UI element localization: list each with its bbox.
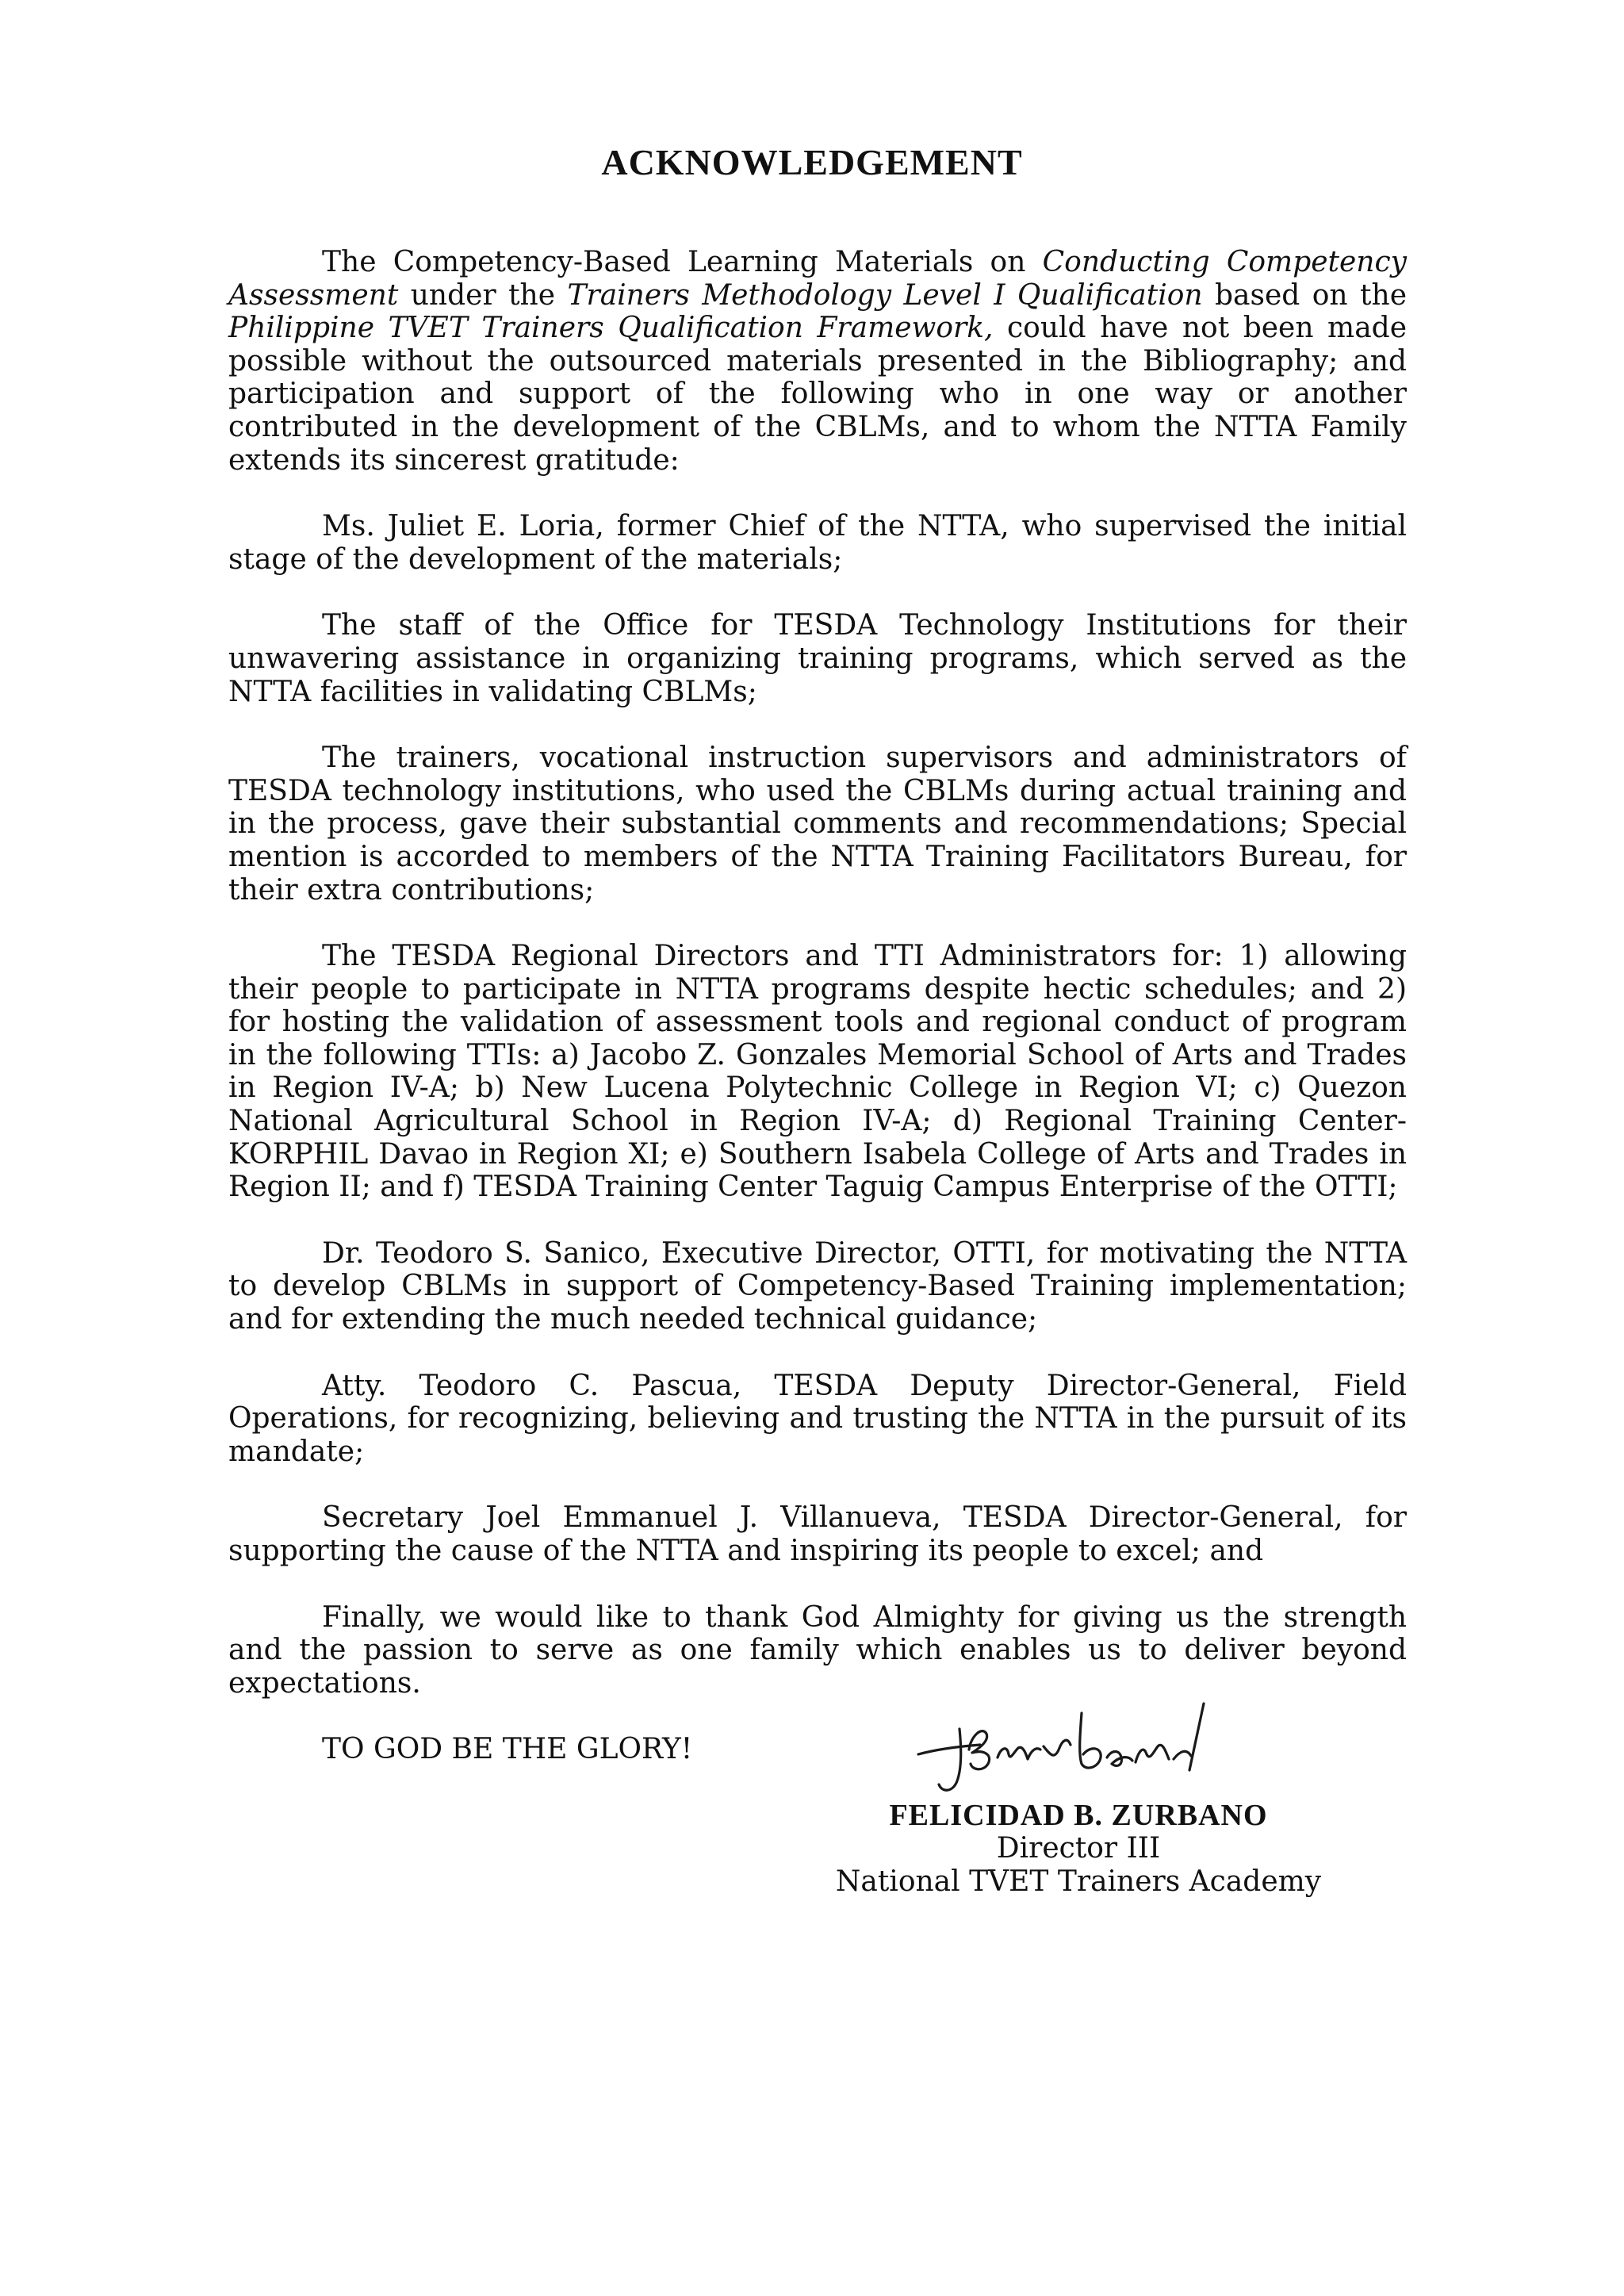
signatory-block: [825, 1799, 1332, 1899]
paragraph-loria: Ms. Juliet E. Loria, former Chief of the NTTA, who supervised the initial stage of the development of the materials;: [228, 510, 1407, 576]
intro-text-4: could have not been made possible without the outsourced materials presented in the Bibliography; and participation and support of the following who in one way or another contributed in the development of the CBLMs, and to whom the NTTA Family extends its sincerest gratitude:: [228, 312, 1408, 477]
intro-course-title: Conducting Competency Assessment: [228, 246, 1407, 312]
intro-text-2: under the: [398, 278, 568, 312]
page-title: ACKNOWLEDGEMENT: [601, 142, 1023, 182]
paragraph-trainers: The trainers, vocational instruction supervisors and administrators of TESDA technology institutions, who used the CBLMs during actual training and in the process, gave their substantial comments and recommendations; Special mention is accorded to members of the NTTA Training Facilitators Bureau, for their extra contributions;: [228, 742, 1407, 907]
closing-line: TO GOD BE THE GLORY!: [322, 1733, 693, 1766]
handwritten-signature: [904, 1681, 1237, 1800]
signatory-name: FELICIDAD B. ZURBANO: [889, 1799, 1268, 1832]
signatory-organization: National TVET Trainers Academy: [835, 1865, 1322, 1898]
paragraph-intro: [228, 246, 1407, 477]
paragraph-sanico: Dr. Teodoro S. Sanico, Executive Director, OTTI, for motivating the NTTA to develop CBLMs in support of Competency-Based Training implementation; and for extending the much needed technical guidance;: [228, 1236, 1407, 1336]
paragraph-finally: Finally, we would like to thank God Almighty for giving us the strength and the passion to serve as one family which enables us to deliver beyond expectations.: [228, 1600, 1407, 1700]
intro-qualification: Trainers Methodology Level I Qualification: [567, 278, 1203, 312]
paragraph-villanueva: Secretary Joel Emmanuel J. Villanueva, TESDA Director-General, for supporting the cause of the NTTA and inspiring its people to excel; and: [228, 1501, 1407, 1567]
intro-framework: Philippine TVET Trainers Qualification Framework,: [228, 312, 994, 345]
intro-text-1: The Competency-Based Learning Materials on: [322, 246, 1043, 278]
acknowledgement-body: [228, 246, 1407, 1766]
paragraph-pascua: Atty. Teodoro C. Pascua, TESDA Deputy Director-General, Field Operations, for recognizing, believing and trusting the NTTA in the pursuit of its mandate;: [228, 1369, 1407, 1468]
intro-text-3: based on the: [1202, 278, 1408, 312]
paragraph-regional-directors: The TESDA Regional Directors and TTI Administrators for: 1) allowing their people to participate in NTTA programs despite hectic schedules; and 2) for hosting the validation of assessment tools and regional conduct of program in the following TTIs: a) Jacobo Z. Gonzales Memorial School of Arts and Trades in Region IV-A; b) New Lucena Polytechnic College in Region VI; c) Quezon National Agricultural School in Region IV-A; d) Regional Training Center-KORPHIL Davao in Region XI; e) Southern Isabela College of Arts and Trades in Region II; and f) TESDA Training Center Taguig Campus Enterprise of the OTTI;: [228, 940, 1407, 1204]
paragraph-otti-staff: The staff of the Office for TESDA Technology Institutions for their unwavering assistance in organizing training programs, which served as the NTTA facilities in validating CBLMs;: [228, 609, 1407, 708]
signatory-position: Director III: [996, 1832, 1161, 1865]
